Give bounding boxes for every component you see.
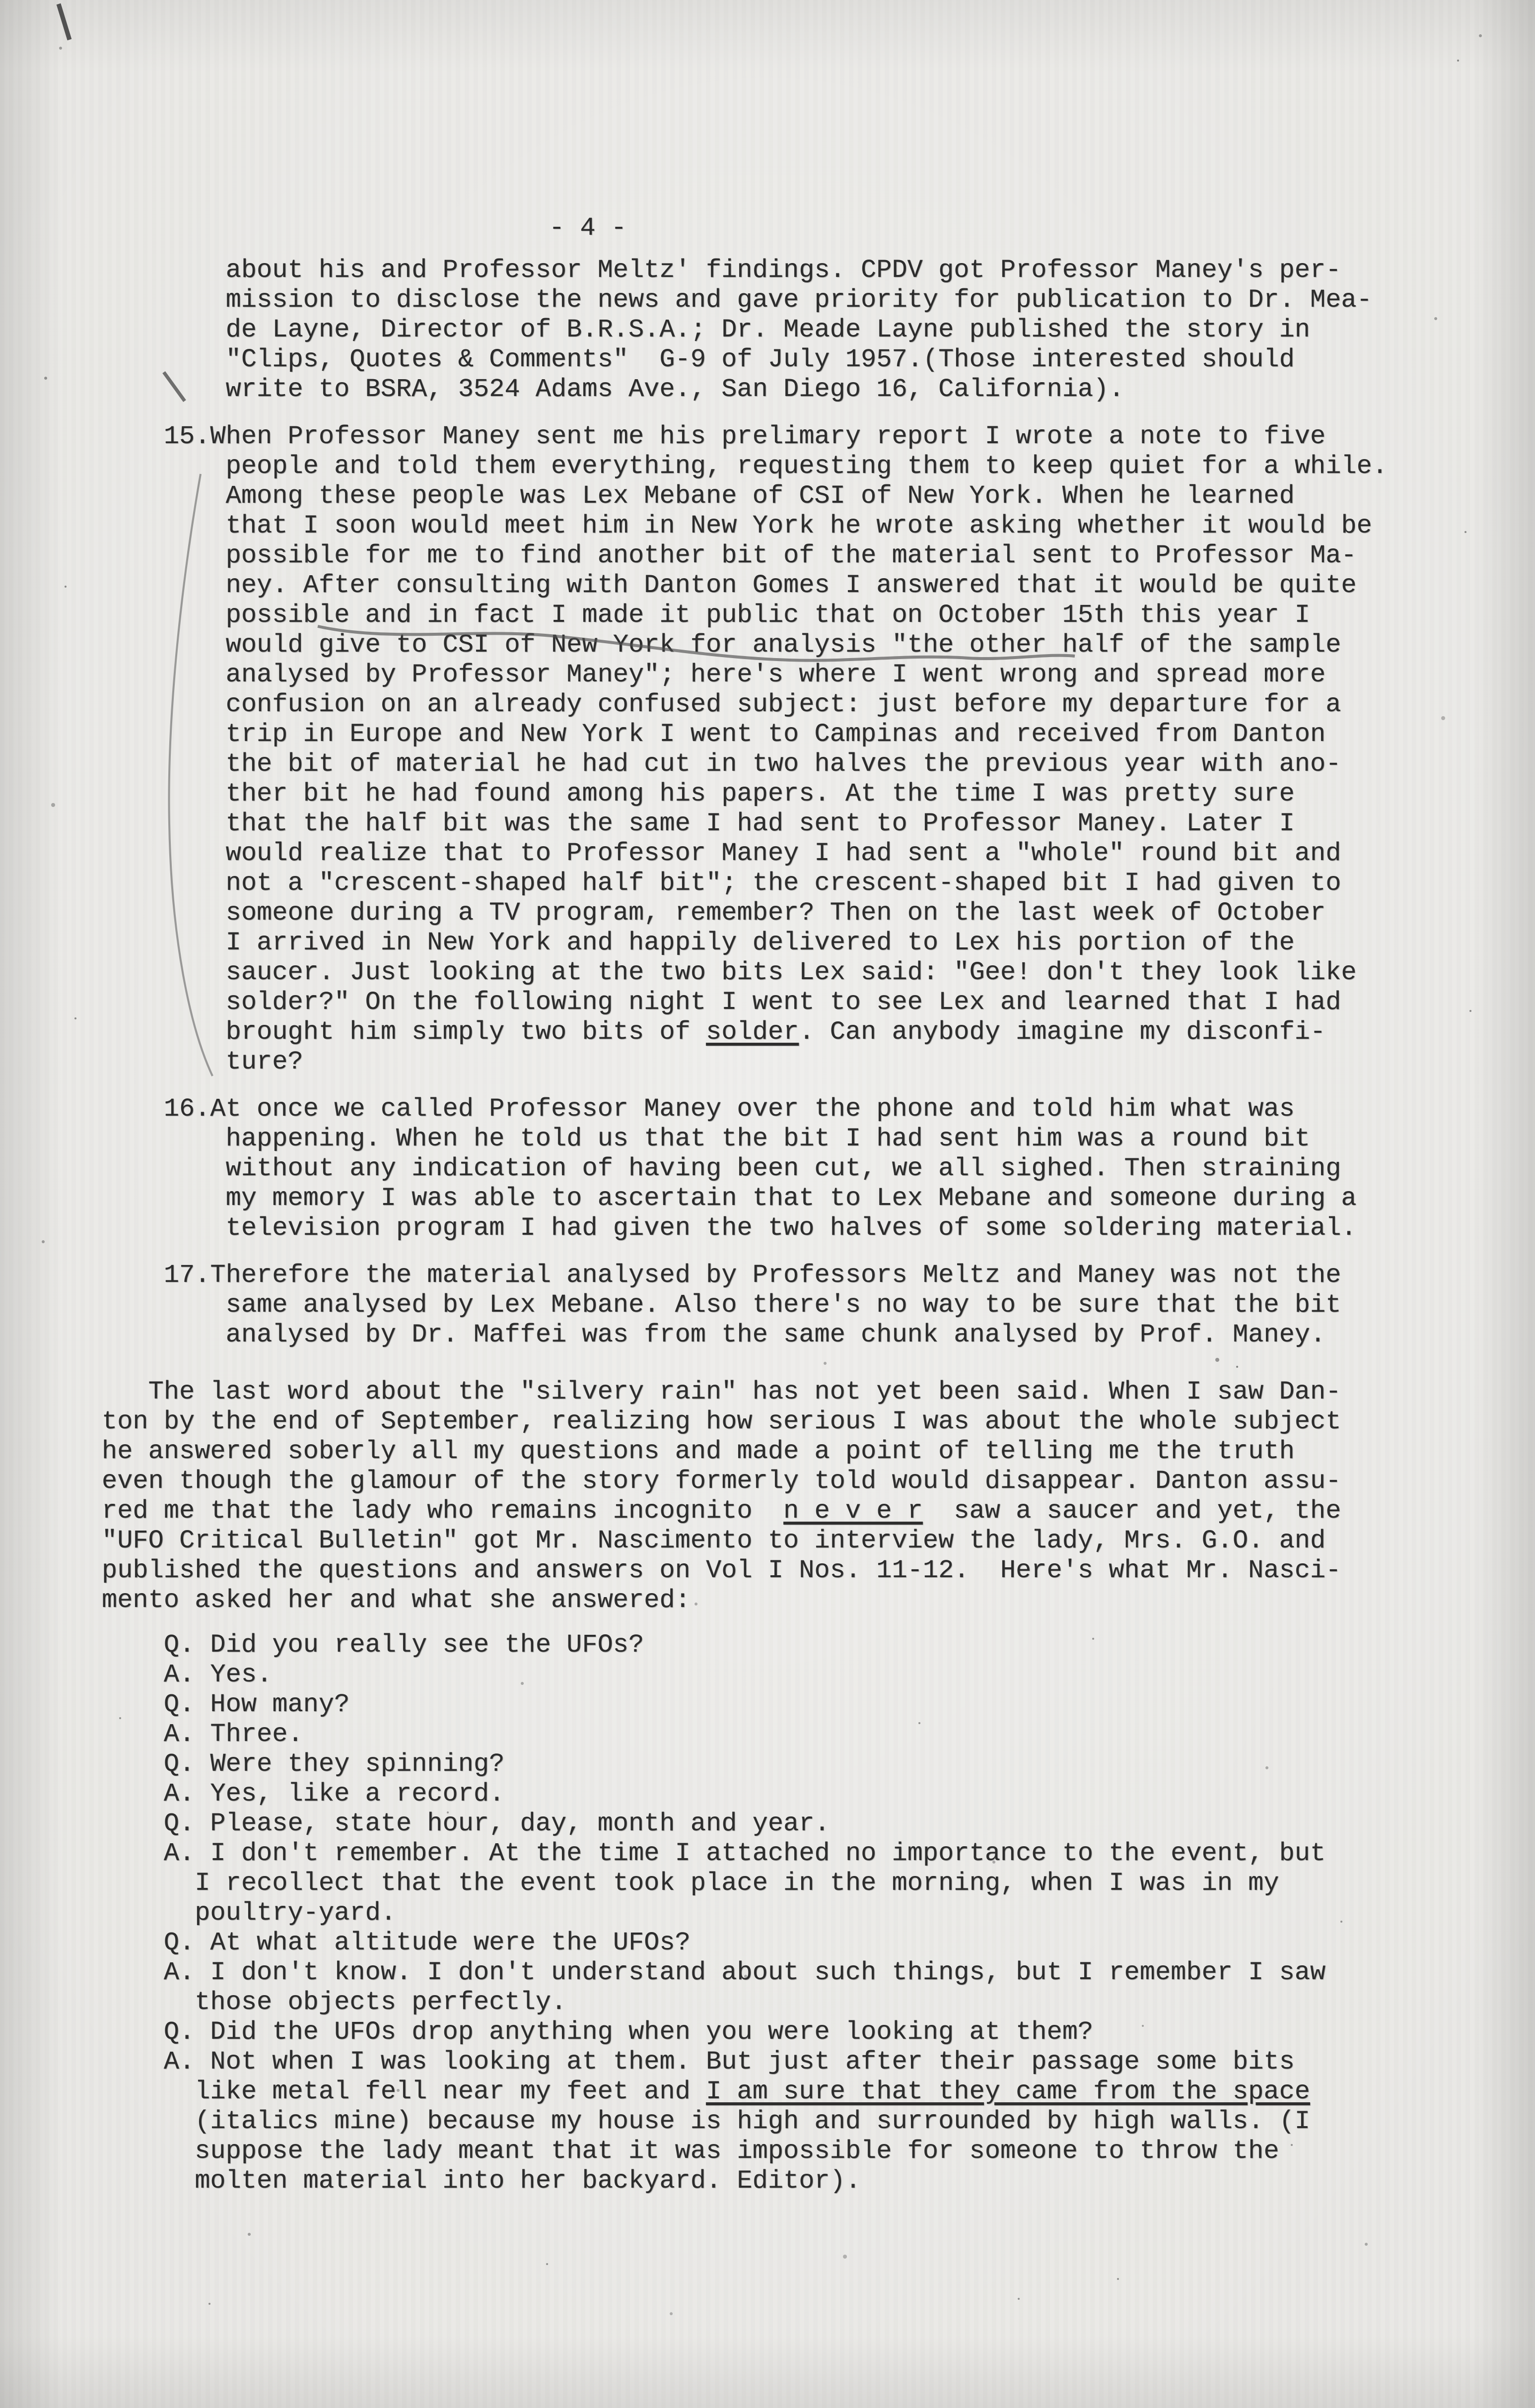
qa-interview-section <box>102 1630 1467 2196</box>
text-segment: possible and in fact I made it public that on October 15th this year I <box>102 601 1310 630</box>
underlined-text: solder <box>706 1017 799 1047</box>
text-segment: . Can anybody imagine my disconfi- <box>799 1017 1326 1047</box>
text-line <box>102 660 1467 690</box>
text-line <box>102 720 1467 749</box>
text-segment: A. Yes. <box>102 1660 273 1689</box>
text-segment: ture? <box>102 1047 303 1076</box>
text-segment: A. I don't remember. At the time I attached no importance to the event, but <box>102 1839 1326 1868</box>
text-line <box>102 898 1467 928</box>
text-line <box>102 422 1467 452</box>
text-line <box>102 2107 1467 2137</box>
text-segment: Among these people was Lex Mebane of CSI of New York. When he learned <box>102 481 1295 511</box>
text-segment: like metal fell near my feet and <box>102 2077 706 2106</box>
text-segment: Q. Did the UFOs drop anything when you were looking at them? <box>102 2017 1094 2047</box>
text-line <box>102 315 1467 345</box>
text-segment: A. Yes, like a record. <box>102 1779 505 1808</box>
text-segment: same analysed by Lex Mebane. Also there's no way to be sure that the bit <box>102 1290 1341 1320</box>
text-line <box>102 1437 1467 1467</box>
text-line <box>102 1839 1467 1869</box>
text-segment: possible for me to find another bit of the material sent to Professor Ma- <box>102 541 1357 570</box>
text-line <box>102 541 1467 571</box>
text-line <box>102 1869 1467 1898</box>
text-segment: (italics mine) because my house is high and surrounded by high walls. (I <box>102 2107 1310 2136</box>
text-segment: "UFO Critical Bulletin" got Mr. Nascimento to interview the lady, Mrs. G.O. and <box>102 1526 1326 1555</box>
text-segment: Q. Were they spinning? <box>102 1749 505 1779</box>
text-segment: The last word about the "silvery rain" has not yet been said. When I saw Dan- <box>102 1377 1341 1406</box>
text-line <box>102 601 1467 630</box>
text-segment: 15.When Professor Maney sent me his prelimary report I wrote a note to five <box>102 422 1326 451</box>
text-segment: A. I don't know. I don't understand about such things, but I remember I saw <box>102 1958 1326 1987</box>
text-segment: would give to CSI of New York for analysis "the other half of the sample <box>102 630 1341 660</box>
text-line <box>102 1377 1467 1407</box>
text-line <box>102 1094 1467 1124</box>
text-segment: would realize that to Professor Maney I had sent a "whole" round bit and <box>102 839 1341 868</box>
text-line <box>102 749 1467 779</box>
text-segment: even though the glamour of the story formerly told would disappear. Danton assu- <box>102 1467 1341 1496</box>
text-segment: A. Not when I was looking at them. But just after their passage some bits <box>102 2047 1295 2076</box>
text-segment: television program I had given the two halves of some soldering material. <box>102 1213 1357 1243</box>
text-segment: ton by the end of September, realizing how serious I was about the whole subject <box>102 1407 1341 1436</box>
text-line <box>102 1690 1467 1720</box>
text-line <box>102 1660 1467 1690</box>
text-line <box>102 1526 1467 1556</box>
text-line <box>102 1496 1467 1526</box>
text-line <box>102 1809 1467 1839</box>
text-segment: the bit of material he had cut in two halves the previous year with ano- <box>102 749 1341 779</box>
text-line <box>102 839 1467 869</box>
text-segment: 17.Therefore the material analysed by Professors Meltz and Maney was not the <box>102 1261 1341 1290</box>
text-segment: mission to disclose the news and gave priority for publication to Dr. Mea- <box>102 285 1372 315</box>
text-line <box>102 1630 1467 1660</box>
text-segment: saw a saucer and yet, the <box>922 1496 1341 1526</box>
text-segment: people and told them everything, requesting them to keep quiet for a while. <box>102 452 1388 481</box>
text-segment: red me that the lady who remains incognito <box>102 1496 784 1526</box>
text-line <box>102 511 1467 541</box>
text-line <box>102 1047 1467 1077</box>
text-line <box>102 958 1467 988</box>
text-line <box>102 452 1467 481</box>
paper-specks <box>0 0 2 2</box>
text-line <box>102 2137 1467 2166</box>
text-line <box>102 1928 1467 1958</box>
text-segment: ney. After consulting with Danton Gomes I answered that it would be quite <box>102 571 1357 600</box>
text-segment: trip in Europe and New York I went to Campinas and received from Danton <box>102 720 1326 749</box>
text-segment: he answered soberly all my questions and made a point of telling me the truth <box>102 1437 1295 1466</box>
text-line <box>102 809 1467 839</box>
text-segment: those objects perfectly. <box>102 1988 567 2017</box>
text-line <box>102 1213 1467 1243</box>
text-line <box>102 1290 1467 1320</box>
text-line <box>102 1407 1467 1437</box>
text-segment: someone during a TV program, remember? Then on the last week of October <box>102 898 1326 928</box>
text-segment: Q. At what altitude were the UFOs? <box>102 1928 691 1957</box>
text-line <box>102 1184 1467 1213</box>
text-segment: that the half bit was the same I had sent to Professor Maney. Later I <box>102 809 1295 838</box>
document-text <box>102 256 1467 2196</box>
text-segment: without any indication of having been cut, we all sighed. Then straining <box>102 1154 1341 1183</box>
text-segment: confusion on an already confused subject: just before my departure for a <box>102 690 1341 719</box>
text-line <box>102 2166 1467 2196</box>
text-line <box>102 375 1467 404</box>
text-line <box>102 345 1467 375</box>
text-line <box>102 2077 1467 2107</box>
text-line <box>102 285 1467 315</box>
text-line <box>102 779 1467 809</box>
item-17-paragraph <box>102 1261 1467 1350</box>
text-segment: mento asked her and what she answered: <box>102 1586 691 1615</box>
text-line <box>102 1958 1467 1988</box>
text-line <box>102 1467 1467 1496</box>
text-segment: de Layne, Director of B.R.S.A.; Dr. Meade Layne published the story in <box>102 315 1310 344</box>
text-line <box>102 2047 1467 2077</box>
text-line <box>102 1017 1467 1047</box>
text-line <box>102 1749 1467 1779</box>
text-line <box>102 1556 1467 1586</box>
text-line <box>102 1988 1467 2017</box>
text-segment: brought him simply two bits of <box>102 1017 706 1047</box>
text-line <box>102 256 1467 285</box>
text-line <box>102 2017 1467 2047</box>
text-segment: published the questions and answers on Vol I Nos. 11-12. Here's what Mr. Nasci- <box>102 1556 1341 1585</box>
text-segment: poultry-yard. <box>102 1898 396 1928</box>
text-segment: not a "crescent-shaped half bit"; the crescent-shaped bit I had given to <box>102 869 1341 898</box>
text-line <box>102 571 1467 601</box>
text-segment: "Clips, Quotes & Comments" G-9 of July 1957.(Those interested should <box>102 345 1295 374</box>
text-segment: Q. Did you really see the UFOs? <box>102 1630 644 1660</box>
text-line <box>102 1720 1467 1749</box>
underlined-text: n e v e r <box>783 1496 923 1526</box>
text-segment: Q. How many? <box>102 1690 350 1719</box>
intro-paragraph <box>102 256 1467 404</box>
text-line <box>102 1154 1467 1184</box>
text-line <box>102 1586 1467 1615</box>
closing-paragraph <box>102 1377 1467 1615</box>
text-line <box>102 1779 1467 1809</box>
text-segment: I recollect that the event took place in the morning, when I was in my <box>102 1869 1279 1898</box>
text-segment: about his and Professor Meltz' findings. CPDV got Professor Maney's per- <box>102 256 1341 285</box>
text-segment: suppose the lady meant that it was impossible for someone to throw the <box>102 2137 1279 2166</box>
text-segment: happening. When he told us that the bit I had sent him was a round bit <box>102 1124 1310 1153</box>
text-line <box>102 690 1467 720</box>
text-line <box>102 1261 1467 1290</box>
text-segment: A. Three. <box>102 1720 303 1749</box>
item-15-paragraph <box>102 422 1467 1077</box>
text-segment: ther bit he had found among his papers. At the time I was pretty sure <box>102 779 1295 808</box>
text-line <box>102 1124 1467 1154</box>
page-number: - 4 - <box>549 213 627 243</box>
text-line <box>102 1898 1467 1928</box>
text-segment: I arrived in New York and happily delivered to Lex his portion of the <box>102 928 1295 957</box>
text-line <box>102 869 1467 898</box>
text-segment: solder?" On the following night I went to see Lex and learned that I had <box>102 988 1341 1017</box>
text-segment: saucer. Just looking at the two bits Lex said: "Gee! don't they look like <box>102 958 1357 987</box>
text-segment: that I soon would meet him in New York he wrote asking whether it would be <box>102 511 1372 540</box>
text-segment: analysed by Professor Maney"; here's where I went wrong and spread more <box>102 660 1326 689</box>
text-segment: 16.At once we called Professor Maney over the phone and told him what was <box>102 1094 1295 1124</box>
underlined-text: I am sure that they came from the space <box>706 2077 1310 2106</box>
text-line <box>102 1320 1467 1350</box>
text-line <box>102 630 1467 660</box>
item-16-paragraph <box>102 1094 1467 1243</box>
text-segment: write to BSRA, 3524 Adams Ave., San Diego 16, California). <box>102 375 1124 404</box>
pencil-slash-top-left-icon <box>59 4 70 40</box>
text-segment: molten material into her backyard. Editor). <box>102 2166 861 2196</box>
text-segment: Q. Please, state hour, day, month and year. <box>102 1809 830 1838</box>
text-line <box>102 988 1467 1017</box>
text-segment: my memory I was able to ascertain that to Lex Mebane and someone during a <box>102 1184 1357 1213</box>
text-line <box>102 481 1467 511</box>
text-segment: analysed by Dr. Maffei was from the same chunk analysed by Prof. Maney. <box>102 1320 1326 1349</box>
text-line <box>102 928 1467 958</box>
